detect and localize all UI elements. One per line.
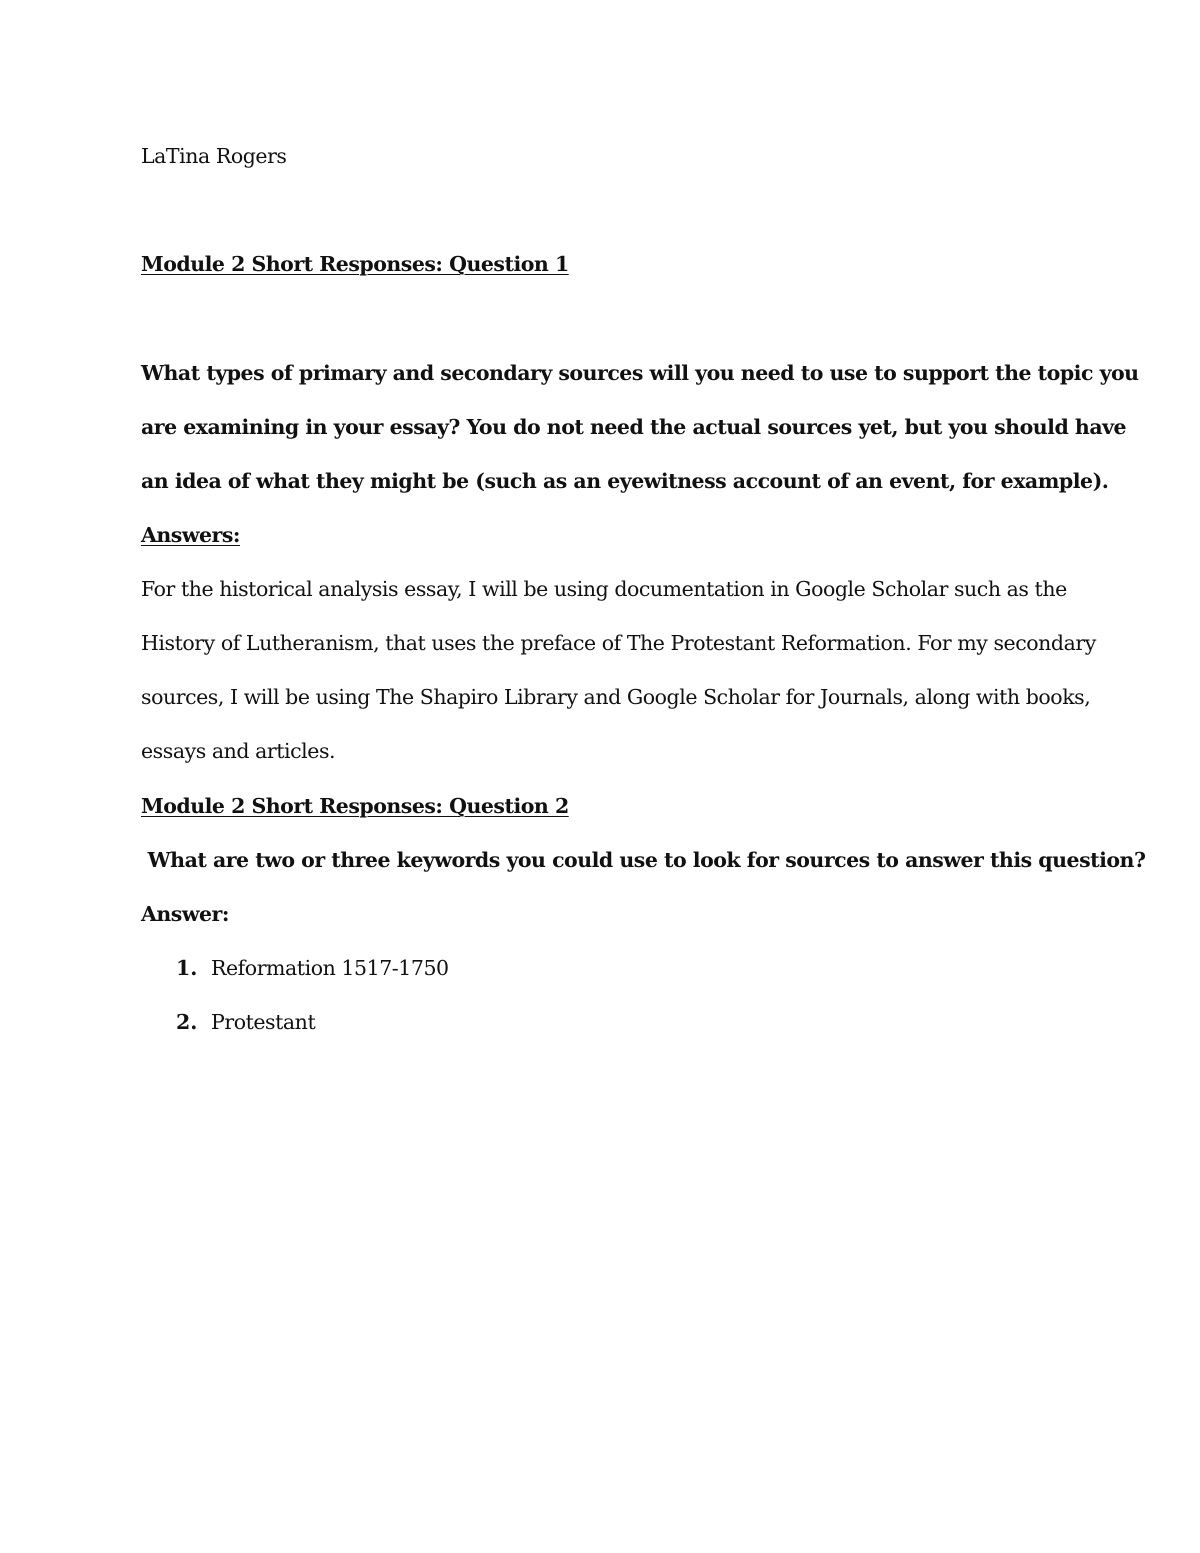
q1-answer-line-2: History of Lutheranism, that uses the preface of The Protestant Reformation. For my secondary xyxy=(141,631,1096,655)
q1-question-line-1: What types of primary and secondary sources will you need to use to support the topic you xyxy=(141,361,1139,385)
q2-answer-label: Answer: xyxy=(141,902,229,926)
list-item-number: 2. xyxy=(176,1010,198,1034)
q1-answer-line-3: sources, I will be using The Shapiro Library and Google Scholar for Journals, along with books, xyxy=(141,685,1091,709)
author-name: LaTina Rogers xyxy=(141,144,287,168)
list-item-number: 1. xyxy=(176,956,198,980)
q1-heading: Module 2 Short Responses: Question 1 xyxy=(141,252,569,276)
list-item-text: Reformation 1517-1750 xyxy=(211,956,449,980)
q1-question-line-2: are examining in your essay? You do not need the actual sources yet, but you should have xyxy=(141,415,1127,439)
q1-question-line-3: an idea of what they might be (such as an eyewitness account of an event, for example). xyxy=(141,469,1109,493)
q2-question: What are two or three keywords you could use to look for sources to answer this question? xyxy=(141,848,1146,872)
list-item-text: Protestant xyxy=(211,1010,316,1034)
q1-answer-line-1: For the historical analysis essay, I will be using documentation in Google Scholar such as the xyxy=(141,577,1067,601)
q1-answer-label: Answers: xyxy=(141,523,240,547)
q1-answer-line-4: essays and articles. xyxy=(141,739,336,763)
q2-heading: Module 2 Short Responses: Question 2 xyxy=(141,794,569,818)
